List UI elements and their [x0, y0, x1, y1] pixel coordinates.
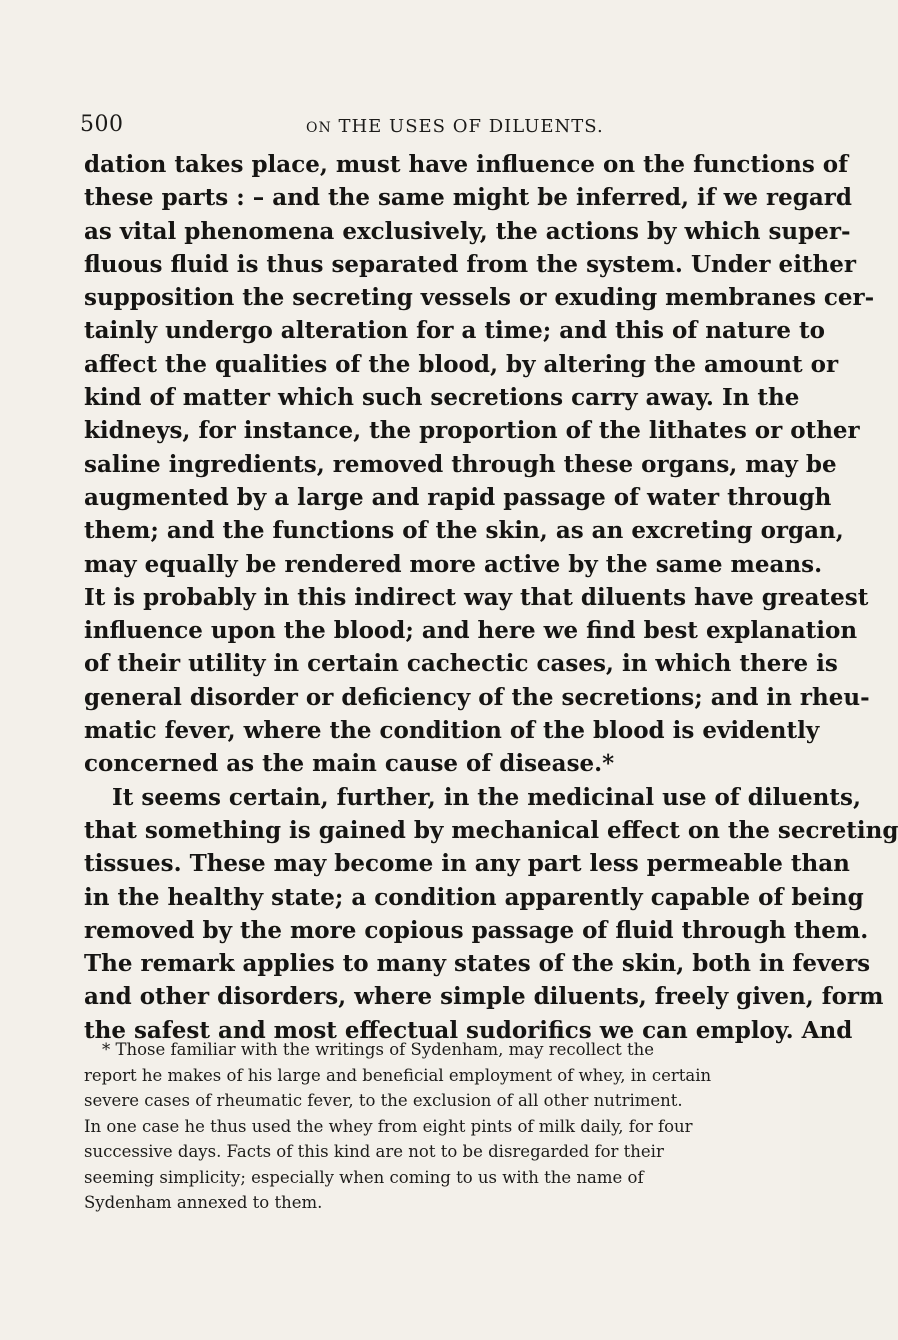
body-line: saline ingredients, removed through these organs, may be	[84, 450, 837, 478]
body-line: fluous fluid is thus separated from the system. Under either	[84, 250, 857, 278]
body-line: may equally be rendered more active by the same means.	[84, 550, 823, 578]
running-title-on: ON	[306, 120, 332, 136]
footnote-line: * Those familiar with the writings of Sydenham, may recollect the	[102, 1040, 654, 1059]
body-line: augmented by a large and rapid passage of water through	[84, 483, 832, 511]
body-line: and other disorders, where simple diluents, freely given, form	[84, 983, 884, 1011]
body-line: removed by the more copious passage of fluid through them.	[84, 916, 869, 944]
body-line: affect the qualities of the blood, by altering the amount or	[84, 350, 839, 378]
body-line: that something is gained by mechanical effect on the secreting	[84, 816, 898, 844]
footnote-line: seeming simplicity; especially when coming to us with the name of	[84, 1167, 644, 1187]
body-line: them; and the functions of the skin, as an excreting organ,	[84, 517, 844, 545]
body-line: influence upon the blood; and here we find best explanation	[84, 617, 858, 645]
body-line: concerned as the main cause of disease.*	[84, 750, 615, 778]
body-line: supposition the secreting vessels or exuding membranes cer-	[84, 284, 875, 312]
paragraph-start-line: It seems certain, further, in the medicinal use of diluents,	[112, 783, 861, 811]
body-line: these parts : – and the same might be inferred, if we regard	[84, 184, 852, 212]
footnote-line: report he makes of his large and beneficial employment of whey, in certain	[84, 1065, 712, 1085]
running-title	[306, 116, 604, 137]
body-line: kidneys, for instance, the proportion of the lithates or other	[84, 417, 860, 445]
body-line: tainly undergo alteration for a time; and this of nature to	[84, 317, 825, 345]
body-text	[84, 148, 898, 1047]
footnote	[84, 1037, 724, 1216]
footnote-line: severe cases of rheumatic fever, to the exclusion of all other nutriment.	[84, 1091, 683, 1110]
body-line: matic fever, where the condition of the blood is evidently	[84, 717, 820, 745]
running-title-rest: THE USES OF DILUENTS.	[338, 116, 604, 137]
body-line: in the healthy state; a condition apparently capable of being	[84, 883, 864, 911]
body-line: It is probably in this indirect way that diluents have greatest	[84, 583, 869, 611]
body-line: dation takes place, must have influence on the functions of	[84, 151, 849, 178]
footnote-line: Sydenham annexed to them.	[84, 1193, 323, 1212]
body-line: tissues. These may become in any part less permeable than	[84, 850, 850, 878]
page-number: 500	[80, 112, 124, 137]
footnote-line: In one case he thus used the whey from eight pints of milk daily, for four	[84, 1116, 693, 1136]
body-line: The remark applies to many states of the skin, both in fevers	[84, 950, 871, 978]
footnote-line: successive days. Facts of this kind are not to be disregarded for their	[84, 1142, 664, 1161]
body-line: the safest and most effectual sudorifics we can employ. And	[84, 1016, 853, 1044]
body-line: as vital phenomena exclusively, the actions by which super-	[84, 217, 851, 245]
body-line: of their utility in certain cachectic cases, in which there is	[84, 650, 838, 678]
body-line: general disorder or deficiency of the secretions; and in rheu-	[84, 683, 870, 711]
body-line: kind of matter which such secretions carry away. In the	[84, 384, 800, 412]
page-header	[80, 112, 720, 140]
